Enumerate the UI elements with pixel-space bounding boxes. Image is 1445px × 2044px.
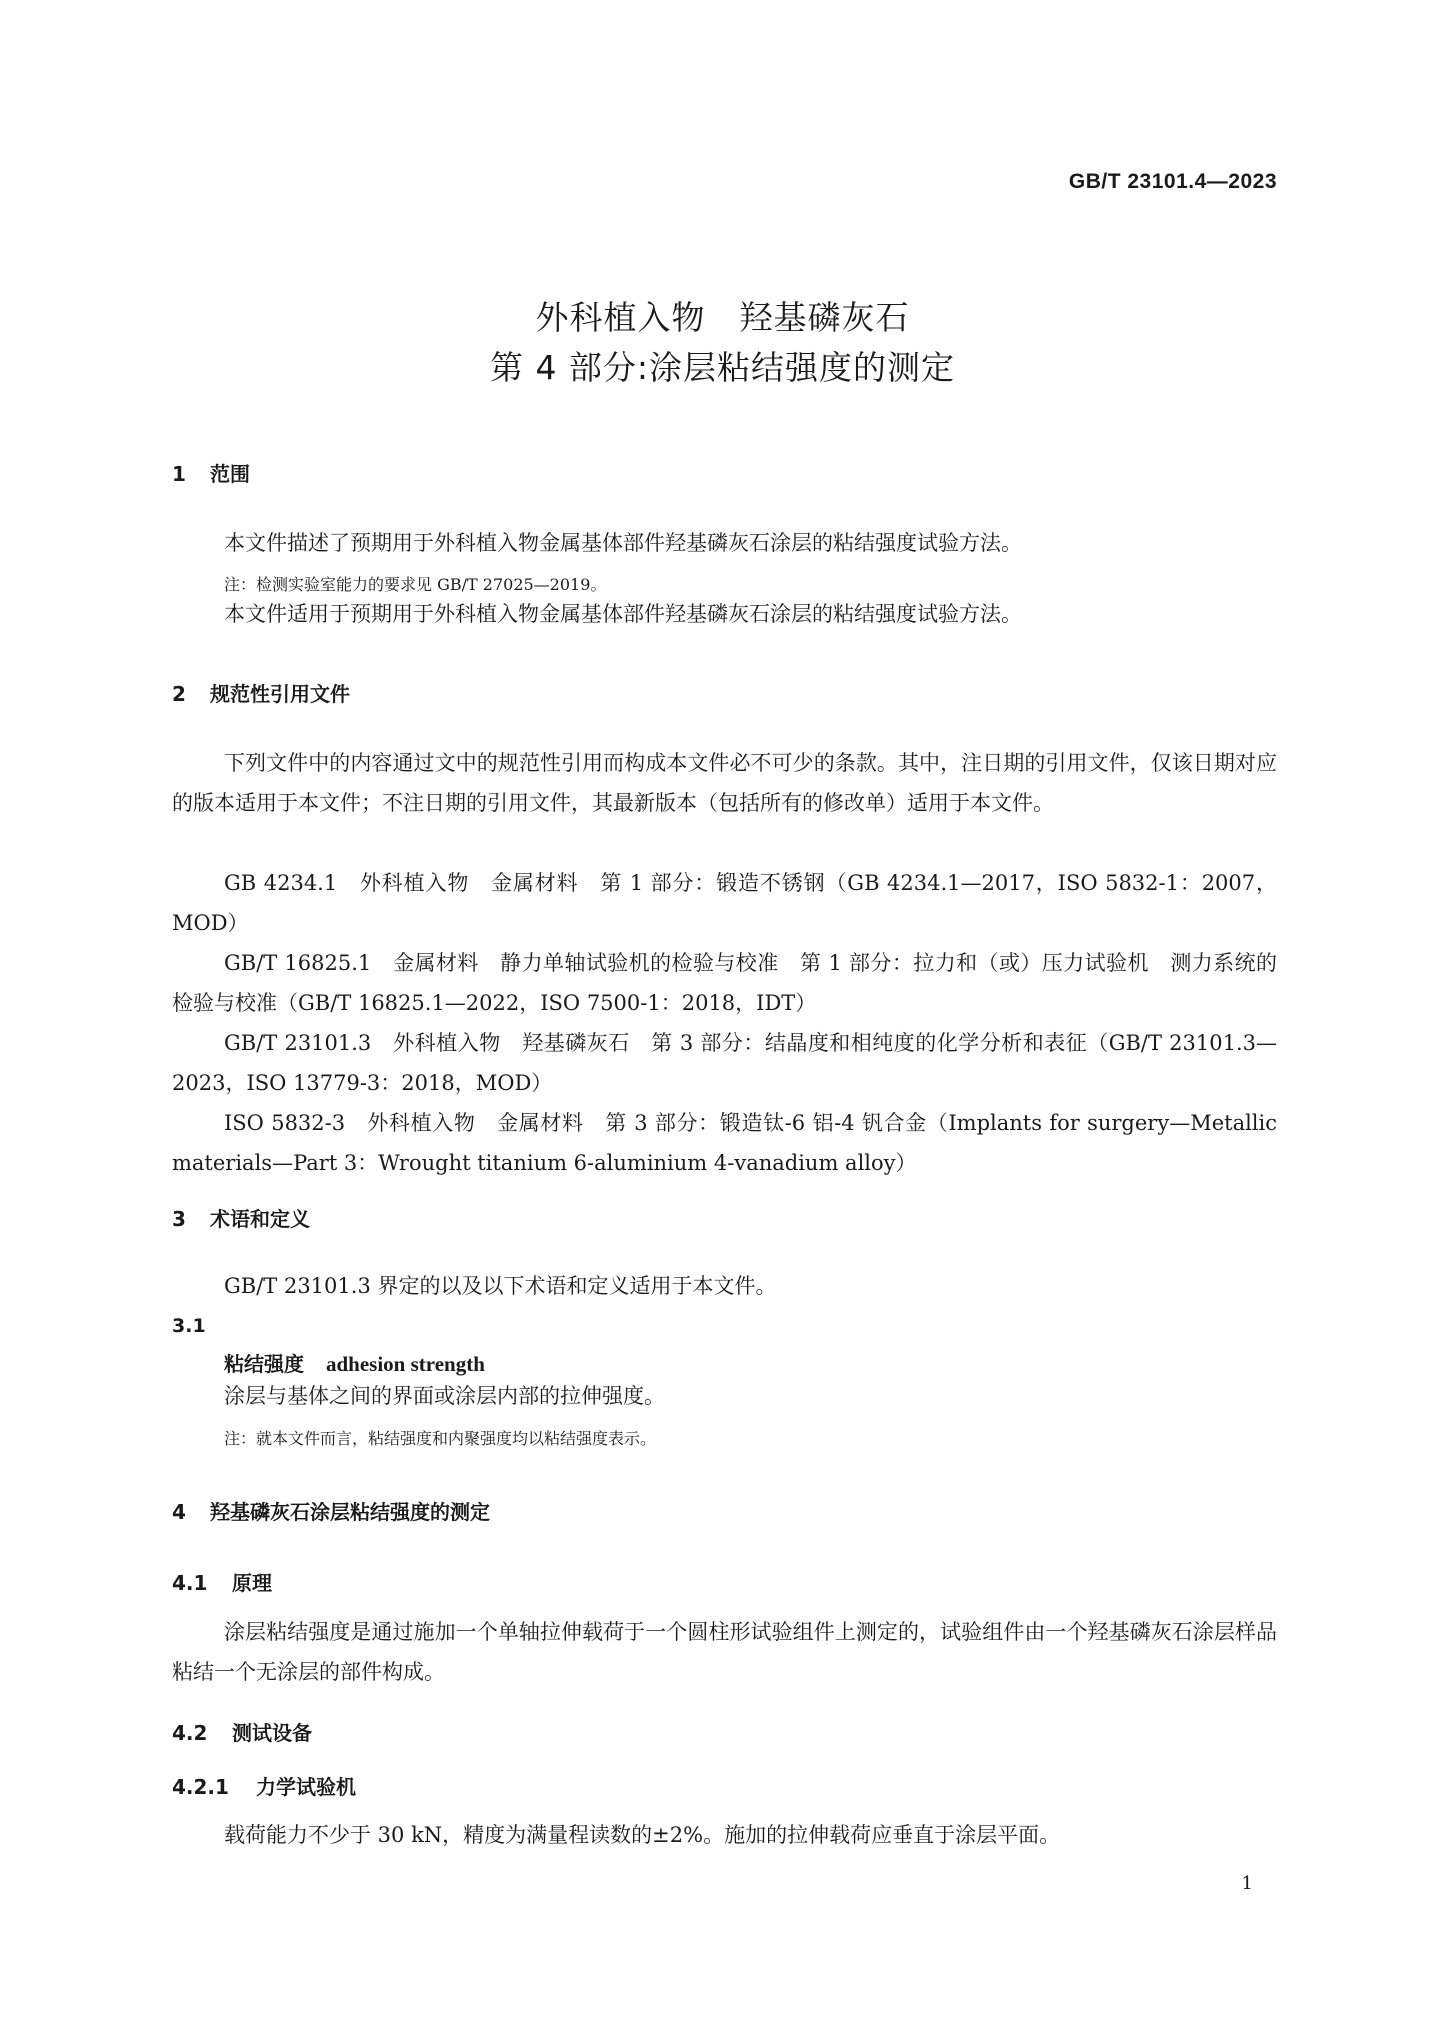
subsection-title: 力学试验机 xyxy=(256,1775,356,1799)
reference-item xyxy=(172,863,1277,943)
section-3-heading xyxy=(172,1203,310,1232)
reference-text: GB/T 16825.1 金属材料 静力单轴试验机的检验与校准 第 1 部分：拉力和（或）压力试验机 测力系统的检验与校准（GB/T 16825.1—2022，ISO 7500-1：2018，IDT） xyxy=(172,951,1277,1015)
document-title-line1: 外科植入物 羟基磷灰石 xyxy=(535,298,910,337)
principle-text: 涂层粘结强度是通过施加一个单轴拉伸载荷于一个圆柱形试验组件上测定的，试验组件由一个羟基磷灰石涂层样品粘结一个无涂层的部件构成。 xyxy=(172,1620,1277,1684)
section-4-heading xyxy=(172,1496,490,1525)
reference-text: GB/T 23101.3 外科植入物 羟基磷灰石 第 3 部分：结晶度和相纯度的化学分析和表征（GB/T 23101.3—2023，ISO 13779-3：2018，MOD） xyxy=(172,1031,1277,1095)
document-title-line2: 第 4 部分:涂层粘结强度的测定 xyxy=(489,348,956,387)
section-number: 2 xyxy=(172,682,186,706)
subsection-4-1-heading xyxy=(172,1567,272,1596)
subsection-title: 测试设备 xyxy=(232,1721,312,1745)
term-definition: 涂层与基体之间的界面或涂层内部的拉伸强度。 xyxy=(224,1384,665,1408)
scope-note: 注：检测实验室能力的要求见 GB/T 27025—2019。 xyxy=(224,575,607,594)
standard-number: GB/T 23101.4—2023 xyxy=(1068,170,1277,193)
subsection-number: 4.2.1 xyxy=(172,1775,229,1799)
term-english: adhesion strength xyxy=(326,1352,485,1376)
subsection-4-2-1-heading xyxy=(172,1771,356,1800)
intro-text: 下列文件中的内容通过文中的规范性引用而构成本文件必不可少的条款。其中，注日期的引用文件，仅该日期对应的版本适用于本文件；不注日期的引用文件，其最新版本（包括所有的修改单）适用于本文件。 xyxy=(172,751,1277,815)
term-entry xyxy=(224,1348,485,1377)
normative-references-intro xyxy=(172,743,1277,823)
scope-paragraph-2: 本文件适用于预期用于外科植入物金属基体部件羟基磷灰石涂层的粘结强度试验方法。 xyxy=(224,602,1022,626)
subsection-number: 4.2 xyxy=(172,1721,208,1745)
page-number: 1 xyxy=(1241,1873,1253,1894)
scope-paragraph-1: 本文件描述了预期用于外科植入物金属基体部件羟基磷灰石涂层的粘结强度试验方法。 xyxy=(224,531,1022,555)
subsection-number: 4.1 xyxy=(172,1571,208,1595)
term-number: 3.1 xyxy=(172,1315,206,1337)
section-title: 术语和定义 xyxy=(210,1207,310,1231)
testing-machine-paragraph: 载荷能力不少于 30 kN，精度为满量程读数的±2%。施加的拉伸载荷应垂直于涂层平面。 xyxy=(224,1823,1061,1847)
section-number: 1 xyxy=(172,462,186,486)
reference-text: ISO 5832-3 外科植入物 金属材料 第 3 部分：锻造钛-6 铝-4 钒合金（Implants for surgery—Metallic materials—Part 3：Wrought titanium 6-aluminium 4-vanadium alloy） xyxy=(172,1111,1277,1175)
term-chinese: 粘结强度 xyxy=(224,1352,304,1376)
section-title: 范围 xyxy=(210,462,250,486)
section-title: 羟基磷灰石涂层粘结强度的测定 xyxy=(210,1500,490,1524)
subsection-4-2-heading xyxy=(172,1717,312,1746)
reference-item xyxy=(172,943,1277,1023)
section-number: 3 xyxy=(172,1207,186,1231)
section-1-heading xyxy=(172,458,250,487)
subsection-title: 原理 xyxy=(232,1571,272,1595)
terms-intro: GB/T 23101.3 界定的以及以下术语和定义适用于本文件。 xyxy=(224,1274,777,1298)
section-title: 规范性引用文件 xyxy=(210,682,350,706)
reference-item xyxy=(172,1103,1277,1183)
principle-paragraph xyxy=(172,1612,1277,1692)
section-2-heading xyxy=(172,678,350,707)
reference-text: GB 4234.1 外科植入物 金属材料 第 1 部分：锻造不锈钢（GB 4234.1—2017，ISO 5832-1：2007，MOD） xyxy=(172,871,1277,935)
section-number: 4 xyxy=(172,1500,186,1524)
term-note: 注：就本文件而言，粘结强度和内聚强度均以粘结强度表示。 xyxy=(224,1429,657,1448)
reference-item xyxy=(172,1023,1277,1103)
